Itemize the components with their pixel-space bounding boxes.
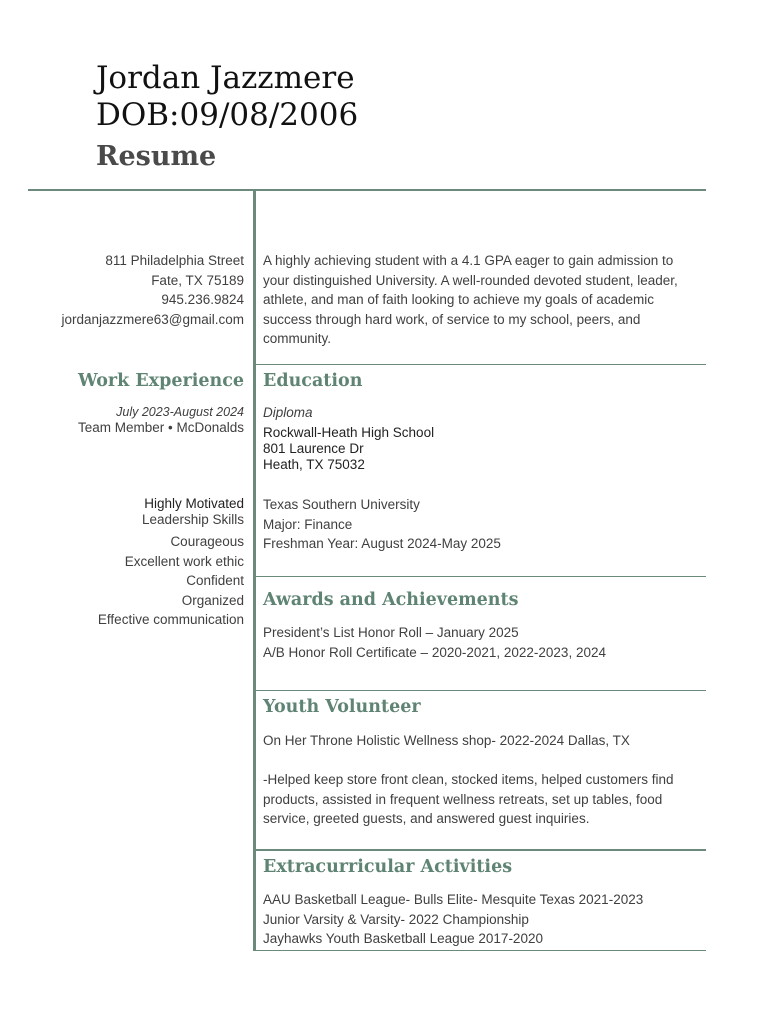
activities-list — [263, 890, 703, 949]
header-divider — [28, 189, 706, 191]
skill-item: Organized — [181, 592, 244, 608]
section-divider — [256, 690, 706, 691]
resume-title: Resume — [96, 141, 217, 172]
education-degree: Diploma — [263, 405, 313, 420]
college-major: Major: Finance — [263, 516, 353, 532]
education-address: 801 Laurence Dr — [263, 441, 364, 456]
education-school: Rockwall-Heath High School — [263, 425, 435, 440]
contact-street: 811 Philadelphia Street — [105, 253, 244, 268]
award-item: A/B Honor Roll Certificate – 2020-2021, 2022-2023, 2024 — [263, 644, 606, 660]
skill-item: Leadership Skills — [141, 512, 244, 527]
section-divider — [256, 576, 706, 577]
date-of-birth: DOB:09/08/2006 — [96, 97, 359, 133]
education-heading: Education — [263, 371, 363, 391]
college-details — [263, 495, 703, 554]
college-year: Freshman Year: August 2024-May 2025 — [263, 536, 501, 552]
section-divider — [256, 849, 706, 851]
work-experience-heading: Work Experience — [78, 371, 244, 391]
education-city: Heath, TX 75032 — [263, 457, 365, 472]
skill-item: Courageous — [170, 534, 244, 549]
volunteer-heading: Youth Volunteer — [263, 697, 421, 717]
award-item: President’s List Honor Roll – January 2025 — [263, 625, 519, 640]
activities-heading: Extracurricular Activities — [263, 857, 513, 877]
skill-item: Effective communication — [97, 612, 244, 628]
volunteer-description: -Helped keep store front clean, stocked items, helped customers find products, assisted in frequent wellness retreats, set up tables, food service, greeted guests, and answered guest inquiries. — [263, 772, 674, 827]
activity-item: Junior Varsity & Varsity- 2022 Championship — [263, 911, 529, 927]
skill-item: Highly Motivated — [144, 496, 244, 511]
activity-item: Jayhawks Youth Basketball League 2017-2020 — [263, 931, 543, 947]
work-experience — [78, 404, 244, 436]
activity-item: AAU Basketball League- Bulls Elite- Mesquite Texas 2021-2023 — [263, 892, 644, 907]
section-divider — [256, 364, 706, 365]
contact-info — [61, 251, 244, 329]
contact-email[interactable]: jordanjazzmere63@gmail.com — [61, 311, 244, 327]
summary-paragraph: A highly achieving student with a 4.1 GPA eager to gain admission to your distinguished University. A well-rounded devoted student, leader, athlete, and man of faith looking to achieve my goals of academic success through hard work, of service to my school, peers, and community. — [263, 253, 678, 347]
skill-item: Confident — [186, 573, 244, 589]
contact-phone: 945.236.9824 — [161, 292, 244, 308]
resume-name: Jordan Jazzmere — [96, 60, 355, 96]
skills-list — [98, 496, 244, 630]
contact-city: Fate, TX 75189 — [151, 272, 244, 288]
awards-list — [263, 623, 703, 662]
volunteer-org: On Her Throne Holistic Wellness shop- 2022-2024 Dallas, TX — [263, 733, 630, 748]
awards-heading: Awards and Achievements — [263, 590, 519, 610]
column-divider — [253, 189, 256, 951]
section-divider — [256, 950, 706, 951]
education-details — [263, 405, 703, 473]
skill-item: Excellent work ethic — [124, 553, 244, 569]
work-role: Team Member • McDonalds — [77, 420, 244, 435]
work-dates: July 2023-August 2024 — [116, 405, 244, 419]
college-name: Texas Southern University — [263, 497, 420, 512]
